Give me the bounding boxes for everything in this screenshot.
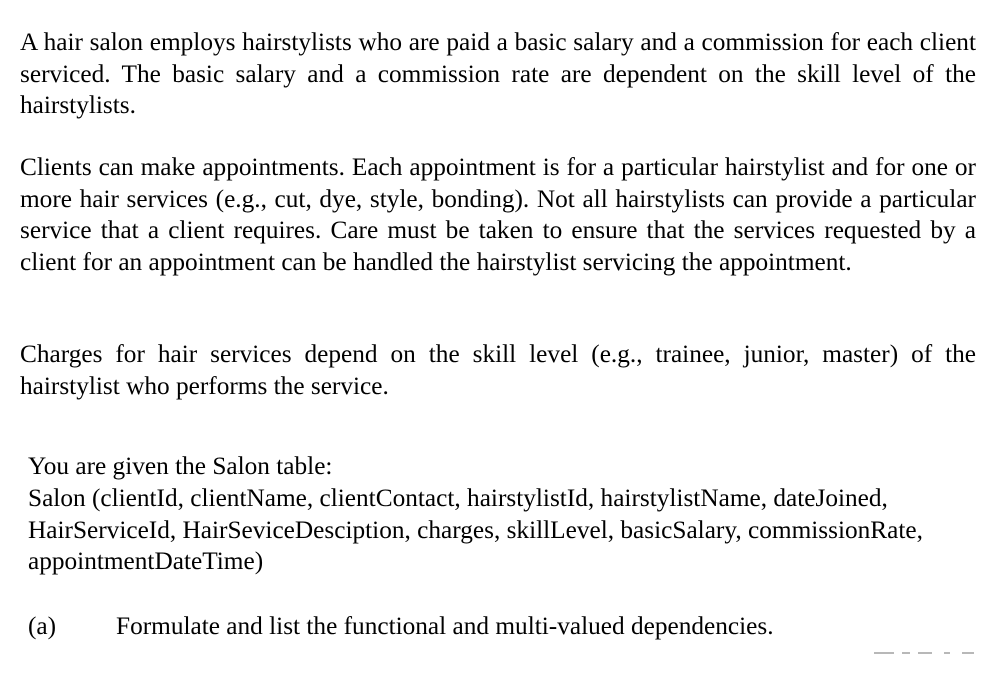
paragraph-charges: Charges for hair services depend on the skill level (e.g., trainee, junior, master) of the hairstylist who performs the service. — [20, 340, 976, 400]
question-label: (a) — [28, 612, 57, 640]
paragraph-appointments: Clients can make appointments. Each appointment is for a particular hairstylist and for one or more hair services (e.g., cut, dye, style, bonding). Not all hairstylists can provide a particular service that a client requires. Care must be taken to ensure that the services requested by a client for an appointment can be handled the hairstylist servicing the appointment. — [20, 153, 976, 276]
given-table-intro: You are given the Salon table: — [28, 452, 333, 480]
cropped-text-fragment — [872, 650, 982, 656]
question-text: Formulate and list the functional and multi-valued dependencies. — [116, 612, 774, 640]
paragraph-salon-employment: A hair salon employs hairstylists who are paid a basic salary and a commission for each client serviced. The basic salary and a commission rate are dependent on the skill level of the hairstylists. — [20, 28, 976, 119]
salon-table-schema: Salon (clientId, clientName, clientContact, hairstylistId, hairstylistName, dateJoined, HairServiceId, HairSeviceDesciption, charges, skillLevel, basicSalary, commissionRate, appointmentDateTime) — [28, 484, 923, 575]
